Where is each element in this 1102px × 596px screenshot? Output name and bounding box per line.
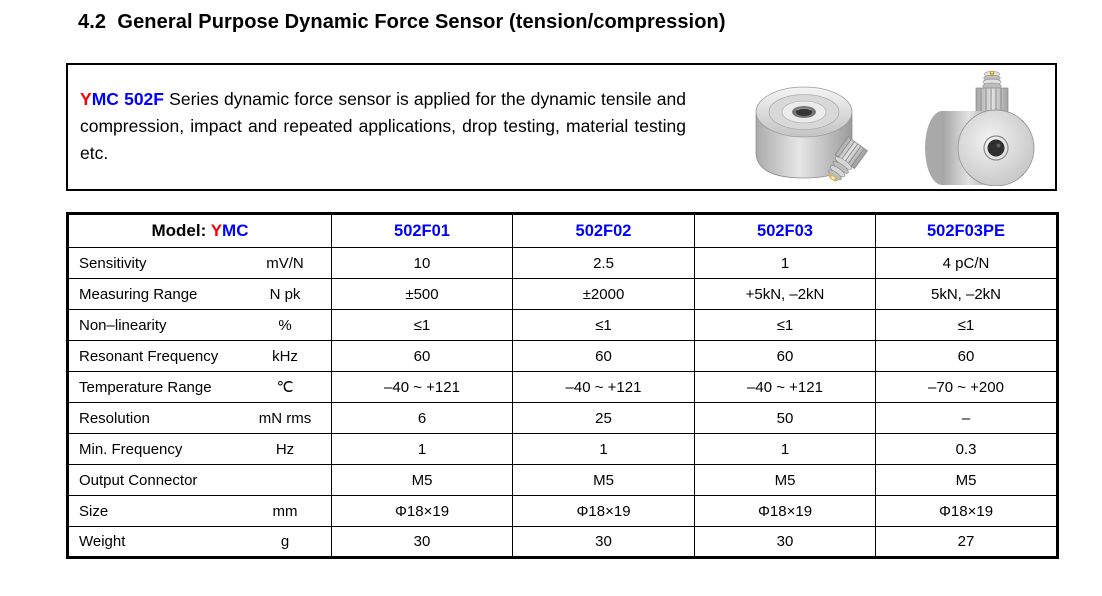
spec-value: – (876, 403, 1058, 434)
spec-value: –40 ~ +121 (695, 372, 876, 403)
spec-value: 25 (513, 403, 695, 434)
series-name: 502F (124, 89, 164, 109)
table-row (68, 310, 1058, 341)
spec-label: Resolution (79, 409, 150, 427)
spec-value: ±2000 (513, 279, 695, 310)
brand-ymc-blue: MC (91, 89, 119, 109)
table-row (68, 496, 1058, 527)
spec-value: 27 (876, 527, 1058, 558)
spec-value: 1 (695, 434, 876, 465)
spec-value: 6 (332, 403, 513, 434)
spec-value: 30 (513, 527, 695, 558)
sensor-connector (976, 71, 1008, 112)
model-header-cell (68, 214, 332, 248)
spec-value: Φ18×19 (695, 496, 876, 527)
table-header-row (68, 214, 1058, 248)
spec-unit: g (280, 533, 290, 550)
spec-value: 60 (695, 341, 876, 372)
table-row (68, 434, 1058, 465)
spec-label-cell (68, 527, 332, 558)
spec-value: +5kN, –2kN (695, 279, 876, 310)
spec-value: ≤1 (332, 310, 513, 341)
spec-value: –40 ~ +121 (513, 372, 695, 403)
product-photos (744, 68, 1052, 186)
spec-value: 1 (332, 434, 513, 465)
table-row (68, 341, 1058, 372)
description-body: Series dynamic force sensor is applied for the dynamic tensile and compression, impact and repeated applications, drop testing, material testing etc. (80, 89, 686, 163)
spec-unit: mN rms (258, 409, 312, 427)
spec-label-cell (68, 465, 332, 496)
spec-value: 2.5 (513, 248, 695, 279)
spec-value: 60 (876, 341, 1058, 372)
spec-value: –40 ~ +121 (332, 372, 513, 403)
spec-value: 1 (513, 434, 695, 465)
table-row (68, 403, 1058, 434)
spec-value: Φ18×19 (513, 496, 695, 527)
spec-value: M5 (332, 465, 513, 496)
spec-value: M5 (876, 465, 1058, 496)
spec-value: ≤1 (876, 310, 1058, 341)
table-row (68, 372, 1058, 403)
spec-label-cell (68, 310, 332, 341)
spec-unit: mV/N (266, 254, 304, 272)
spec-value: Φ18×19 (876, 496, 1058, 527)
spec-value: –70 ~ +200 (876, 372, 1058, 403)
spec-label: Measuring Range (79, 285, 198, 303)
spec-value: 5kN, –2kN (876, 279, 1058, 310)
spec-label-cell (68, 279, 332, 310)
spec-label-cell (68, 434, 332, 465)
column-header-502f01: 502F01 (332, 214, 513, 248)
spec-label: Min. Frequency (79, 440, 183, 458)
spec-label-cell (68, 248, 332, 279)
spec-label-cell (68, 403, 332, 434)
spec-value: ≤1 (513, 310, 695, 341)
table-row (68, 279, 1058, 310)
spec-value: ±500 (332, 279, 513, 310)
table-row (68, 527, 1058, 558)
spec-value: 30 (695, 527, 876, 558)
model-label: Model: (151, 221, 207, 240)
spec-value: ≤1 (695, 310, 876, 341)
spec-unit: ℃ (276, 379, 294, 396)
spec-value: M5 (513, 465, 695, 496)
table-row (68, 248, 1058, 279)
spec-label-cell (68, 341, 332, 372)
column-header-502f03pe: 502F03PE (876, 214, 1058, 248)
spec-value: 60 (332, 341, 513, 372)
sensor-photo-right (912, 68, 1044, 186)
column-header-502f03: 502F03 (695, 214, 876, 248)
spec-label: Weight (79, 533, 126, 550)
spec-value: M5 (695, 465, 876, 496)
spec-value: Φ18×19 (332, 496, 513, 527)
sensor-photo-left (744, 68, 886, 186)
spec-value: 30 (332, 527, 513, 558)
spec-value: 1 (695, 248, 876, 279)
spec-label: Output Connector (79, 471, 198, 489)
spec-label: Temperature Range (79, 378, 212, 396)
spec-value: 0.3 (876, 434, 1058, 465)
spec-table (66, 212, 1059, 559)
spec-label: Non–linearity (79, 316, 167, 334)
spec-label: Sensitivity (79, 254, 147, 272)
spec-label: Size (79, 502, 109, 520)
spec-label-cell (68, 496, 332, 527)
spec-unit: kHz (272, 347, 298, 365)
spec-value: 10 (332, 248, 513, 279)
spec-label-cell (68, 372, 332, 403)
spec-unit: N pk (269, 285, 301, 303)
spec-unit: mm (272, 502, 298, 520)
brand-ymc-red: Y (210, 221, 223, 240)
description-box (66, 63, 1057, 191)
brand-ymc-blue: MC (222, 221, 249, 240)
spec-unit: Hz (275, 440, 295, 458)
column-header-502f02: 502F02 (513, 214, 695, 248)
spec-value: 4 pC/N (876, 248, 1058, 279)
spec-unit: % (278, 316, 292, 334)
section-title: 4.2 General Purpose Dynamic Force Sensor (tension/compression) (78, 11, 726, 33)
spec-unit (237, 465, 332, 495)
spec-value: 50 (695, 403, 876, 434)
spec-label: Resonant Frequency (79, 347, 219, 365)
spec-value: 60 (513, 341, 695, 372)
brand-ymc-red: Y (80, 89, 92, 109)
table-row (68, 465, 1058, 496)
description-text (80, 86, 686, 167)
